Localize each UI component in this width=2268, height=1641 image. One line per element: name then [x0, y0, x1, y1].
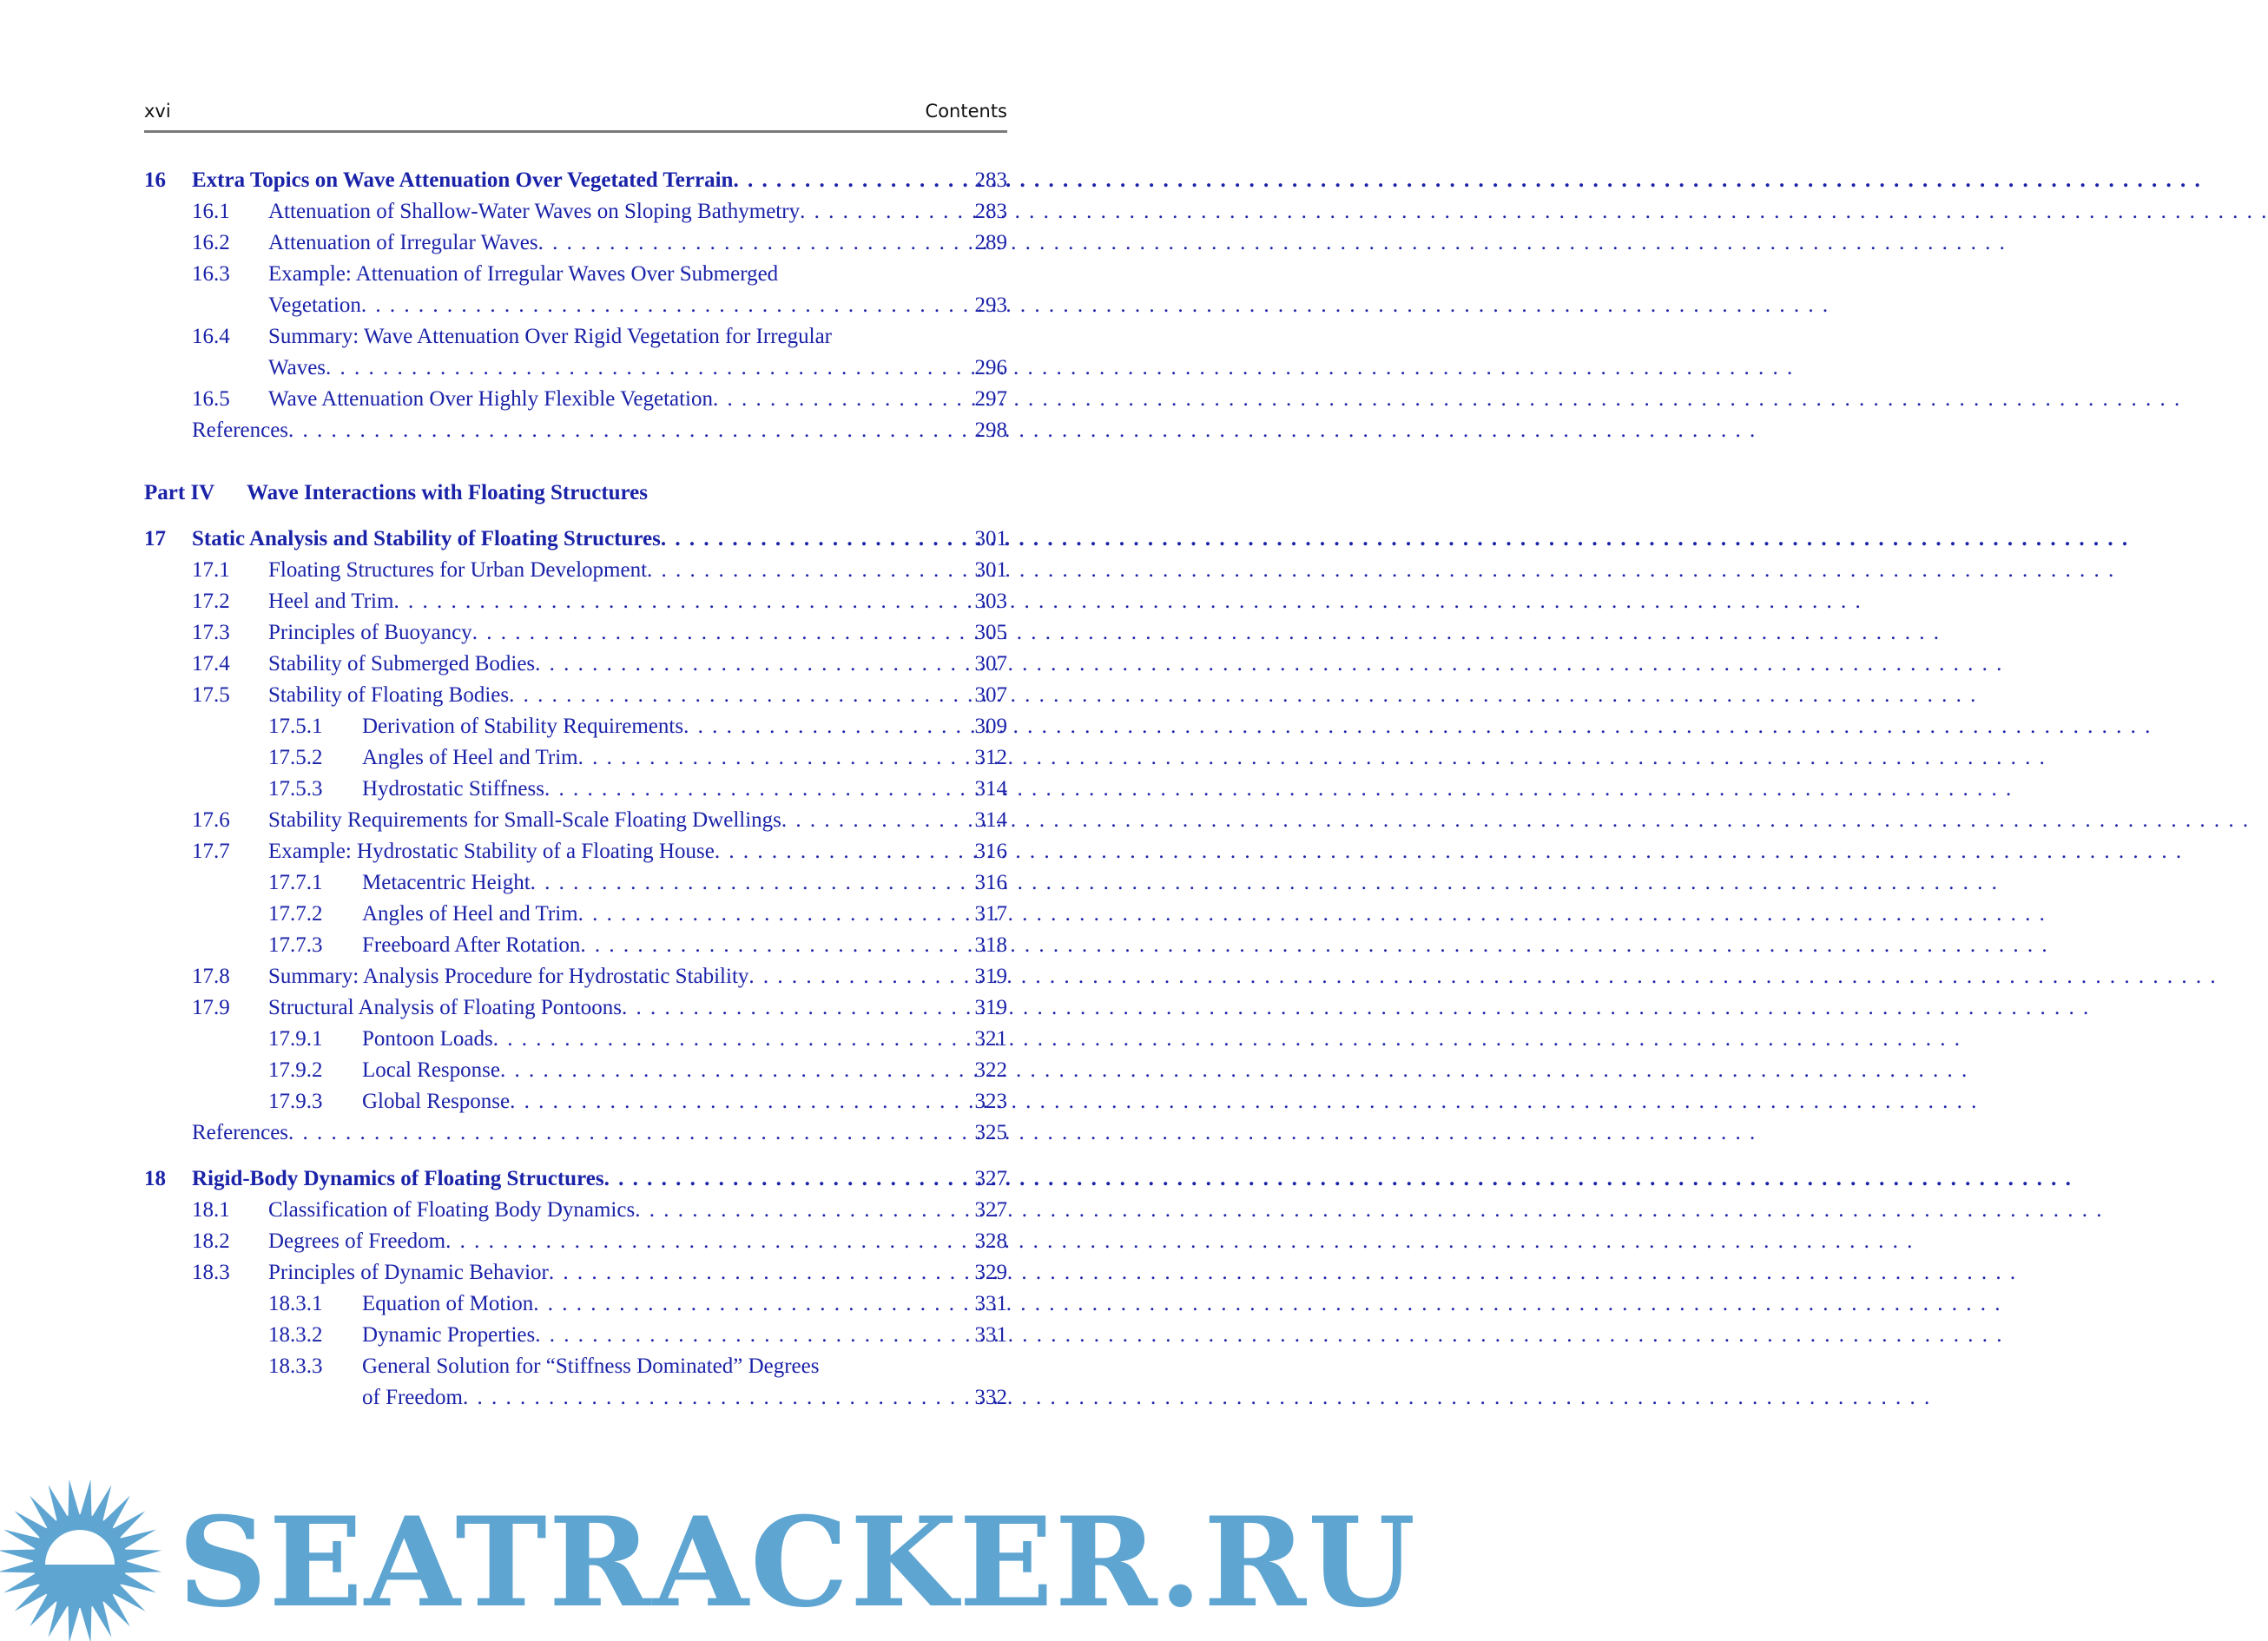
toc-number: 17.9.1	[268, 1027, 323, 1051]
toc-number: 17.5.1	[268, 715, 323, 738]
toc-number: Part IV	[144, 481, 215, 504]
toc-title[interactable]: Example: Attenuation of Irregular Waves Over Submerged	[268, 262, 779, 286]
toc-page-number: 316	[974, 871, 1007, 894]
toc-page-number: 293	[974, 293, 1007, 317]
toc-title[interactable]: Hydrostatic Stiffness . . .	[362, 774, 945, 805]
toc-title-continuation[interactable]: of Freedom . . .	[362, 1382, 945, 1414]
toc-number: 17.8	[192, 965, 230, 988]
toc-number: 17.7.1	[268, 871, 323, 894]
toc-number: 18.2	[192, 1229, 230, 1253]
toc-title[interactable]: Attenuation of Irregular Waves . . .	[268, 227, 945, 259]
toc-number: 17.2	[192, 590, 230, 613]
running-title: Contents	[925, 101, 1007, 122]
toc-title[interactable]: References . . .	[192, 415, 945, 446]
toc-page-number: 298	[974, 418, 1007, 442]
toc-title[interactable]: Degrees of Freedom . . .	[268, 1226, 945, 1257]
toc-number: 17.3	[192, 621, 230, 644]
toc-page-number: 331	[974, 1292, 1007, 1315]
toc-page-number: 325	[974, 1121, 1007, 1144]
toc-page-number: 319	[974, 965, 1007, 988]
toc-title[interactable]: Example: Hydrostatic Stability of a Floating House . . .	[268, 836, 945, 867]
toc-title[interactable]: Principles of Buoyancy . . .	[268, 617, 945, 649]
toc-number: 17.5	[192, 683, 230, 707]
toc-title[interactable]: Floating Structures for Urban Development . . .	[268, 555, 945, 586]
toc-page-number: 309	[974, 715, 1007, 738]
toc-page-number: 283	[974, 200, 1007, 223]
toc-title[interactable]: Derivation of Stability Requirements . . .	[362, 711, 945, 742]
toc-title[interactable]: Equation of Motion . . .	[362, 1288, 945, 1320]
toc-number: 17.9.2	[268, 1058, 323, 1082]
toc-title[interactable]: Summary: Analysis Procedure for Hydrostatic Stability . . .	[268, 961, 945, 992]
toc-number: 17	[144, 527, 166, 550]
toc-title[interactable]: Extra Topics on Wave Attenuation Over Vegetated Terrain . . .	[192, 165, 945, 196]
toc-title[interactable]: Stability of Floating Bodies . . .	[268, 680, 945, 711]
toc-title[interactable]: Wave Attenuation Over Highly Flexible Vegetation . . .	[268, 384, 945, 415]
toc-title-continuation[interactable]: Waves . . .	[268, 353, 945, 384]
toc-number: 16.2	[192, 231, 230, 254]
toc-title[interactable]: Freeboard After Rotation . . .	[362, 930, 945, 961]
toc-page-number: 301	[974, 527, 1007, 550]
toc-title[interactable]: Structural Analysis of Floating Pontoons . . .	[268, 992, 945, 1024]
toc-number: 17.4	[192, 652, 230, 676]
toc-title[interactable]: Principles of Dynamic Behavior . . .	[268, 1257, 945, 1288]
toc-title-continuation[interactable]: Vegetation . . .	[268, 290, 945, 321]
toc-page-number: 321	[974, 1027, 1007, 1051]
toc-title[interactable]: Static Analysis and Stability of Floating Structures . . .	[192, 524, 945, 555]
toc-title[interactable]: Summary: Wave Attenuation Over Rigid Vegetation for Irregular	[268, 325, 832, 348]
toc-page-number: 332	[974, 1386, 1007, 1409]
toc-title[interactable]: Classification of Floating Body Dynamics . . .	[268, 1195, 945, 1226]
toc-title[interactable]: Angles of Heel and Trim . . .	[362, 742, 945, 774]
toc-page-number: 319	[974, 996, 1007, 1019]
toc-number: 16.5	[192, 387, 230, 411]
toc-number: 18.3.3	[268, 1354, 323, 1378]
toc-page-number: 312	[974, 746, 1007, 769]
toc-number: 17.7.3	[268, 933, 323, 957]
watermark-text: SEATRACKER.RU	[178, 1491, 1418, 1635]
toc-number: 17.9	[192, 996, 230, 1019]
header-rule	[144, 130, 1007, 133]
toc-number: 16.3	[192, 262, 230, 286]
toc-number: 18.3.1	[268, 1292, 323, 1315]
toc-page-number: 327	[974, 1198, 1007, 1222]
toc-page-number: 289	[974, 231, 1007, 254]
toc-number: 17.9.3	[268, 1090, 323, 1113]
toc-number: 17.1	[192, 558, 230, 582]
toc-number: 18.1	[192, 1198, 230, 1222]
page-header	[144, 97, 1007, 132]
toc-number: 18.3	[192, 1261, 230, 1284]
toc-number: 16.4	[192, 325, 230, 348]
toc-title[interactable]: Stability Requirements for Small-Scale Floating Dwellings . . .	[268, 805, 945, 836]
toc-page-number: 307	[974, 652, 1007, 676]
toc-page-number: 317	[974, 902, 1007, 926]
toc-page-number: 314	[974, 808, 1007, 832]
toc-number: 17.7.2	[268, 902, 323, 926]
toc-page-number: 303	[974, 590, 1007, 613]
toc-number: 17.5.2	[268, 746, 323, 769]
toc-title[interactable]: General Solution for “Stiffness Dominated” Degrees	[362, 1354, 820, 1378]
toc-title[interactable]: Global Response . . .	[362, 1086, 945, 1117]
toc-page-number: 301	[974, 558, 1007, 582]
toc-page-number: 297	[974, 387, 1007, 411]
toc-title[interactable]: Heel and Trim . . .	[268, 586, 945, 617]
toc-title[interactable]: Wave Interactions with Floating Structures	[247, 481, 649, 504]
toc-page-number: 323	[974, 1090, 1007, 1113]
toc-number: 17.6	[192, 808, 230, 832]
toc-page-number: 305	[974, 621, 1007, 644]
toc-page-number: 283	[974, 168, 1007, 192]
toc-title[interactable]: Local Response . . .	[362, 1055, 945, 1086]
toc-title[interactable]: References . . .	[192, 1117, 945, 1149]
toc-page-number: 314	[974, 777, 1007, 801]
toc-page-number: 296	[974, 356, 1007, 379]
toc-number: 16	[144, 168, 166, 192]
toc-title[interactable]: Pontoon Loads . . .	[362, 1024, 945, 1055]
page-number: xvi	[144, 101, 171, 122]
toc-title[interactable]: Rigid-Body Dynamics of Floating Structures . . .	[192, 1163, 945, 1195]
toc-page-number: 316	[974, 840, 1007, 863]
toc-page-number: 328	[974, 1229, 1007, 1253]
toc-number: 16.1	[192, 200, 230, 223]
toc-title[interactable]: Metacentric Height . . .	[362, 867, 945, 899]
toc-page-number: 318	[974, 933, 1007, 957]
toc-title[interactable]: Stability of Submerged Bodies . . .	[268, 649, 945, 680]
toc-title[interactable]: Angles of Heel and Trim . . .	[362, 899, 945, 930]
toc-number: 17.5.3	[268, 777, 323, 801]
toc-page-number: 331	[974, 1323, 1007, 1347]
toc-page-number: 327	[974, 1167, 1007, 1190]
toc-title[interactable]: Attenuation of Shallow-Water Waves on Sloping Bathymetry . . .	[268, 196, 945, 227]
toc-page-number: 322	[974, 1058, 1007, 1082]
toc-number: 18	[144, 1167, 166, 1190]
toc-page-number: 329	[974, 1261, 1007, 1284]
toc-title[interactable]: Dynamic Properties . . .	[362, 1320, 945, 1351]
toc-number: 17.7	[192, 840, 230, 863]
toc-page-number: 307	[974, 683, 1007, 707]
toc-number: 18.3.2	[268, 1323, 323, 1347]
